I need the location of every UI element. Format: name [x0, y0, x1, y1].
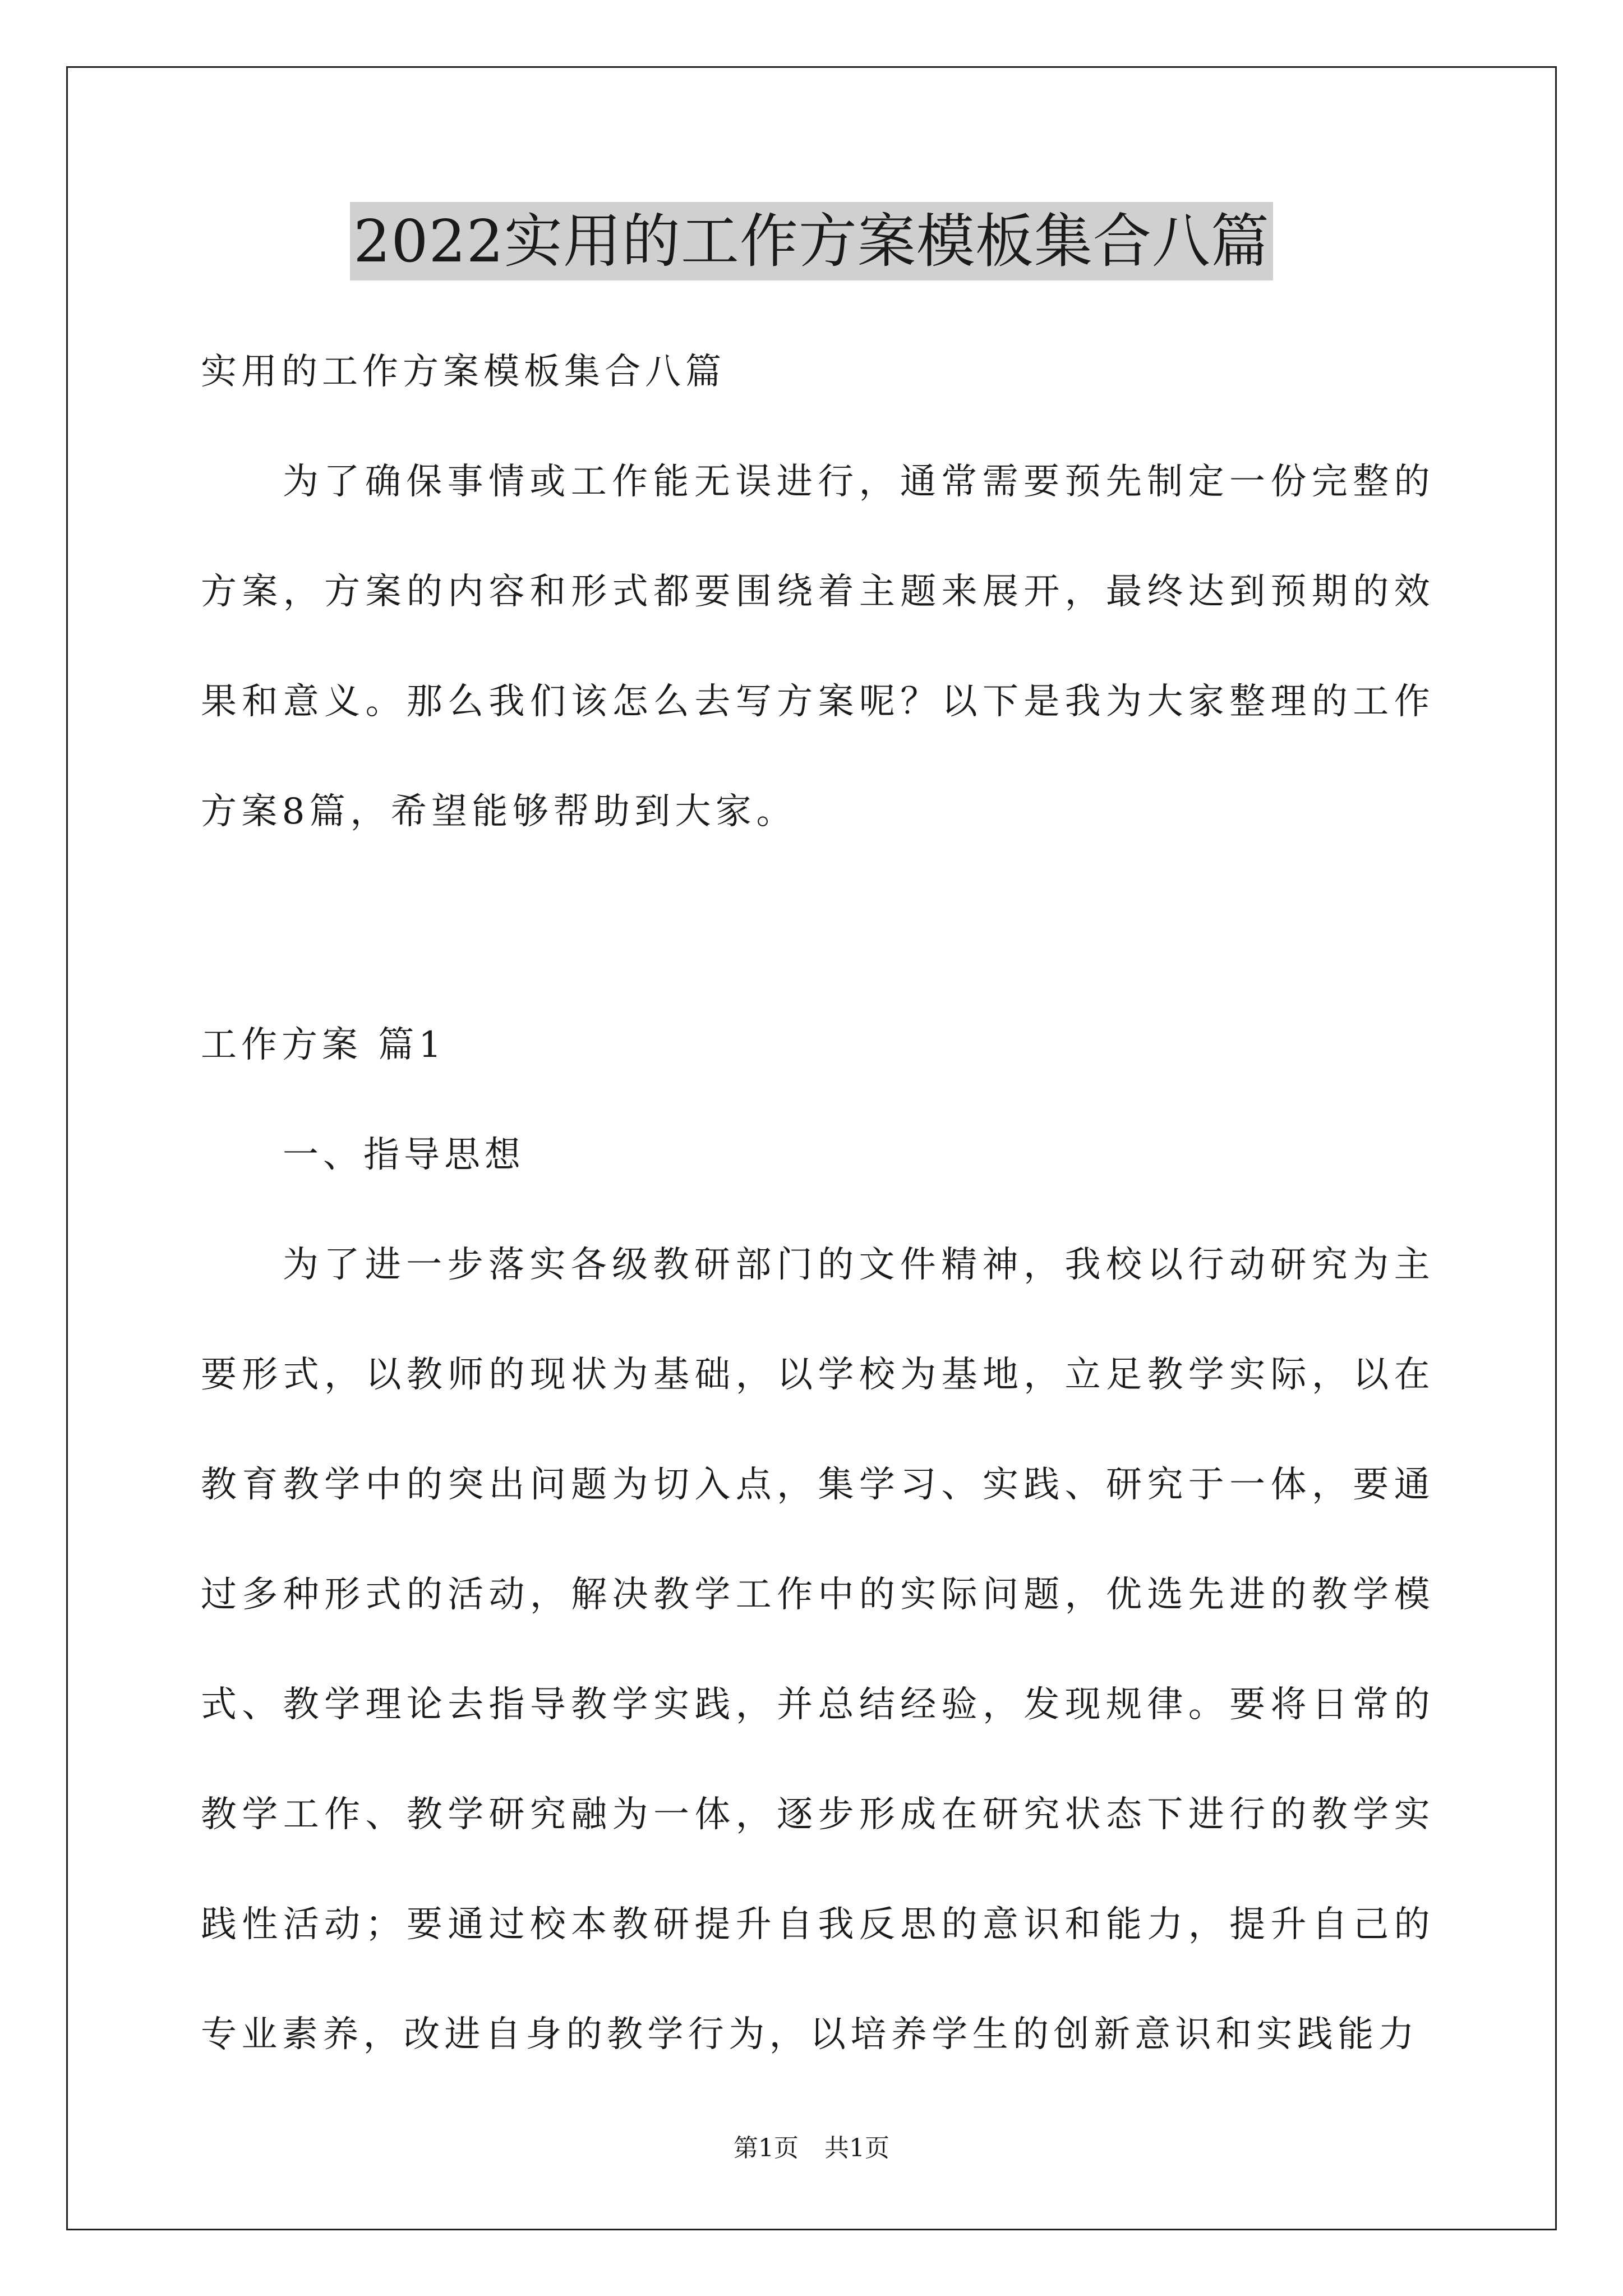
page-footer	[0, 2132, 1623, 2165]
page-number: 第1页	[734, 2134, 799, 2162]
document-subtitle: 实用的工作方案模板集合八篇	[201, 351, 726, 393]
intro-paragraph: 为了确保事情或工作能无误进行，通常需要预先制定一份完整的方案，方案的内容和形式都要围绕着主题来展开，最终达到预期的效果和意义。那么我们该怎么去写方案呢？以下是我为大家整理的工作方案8篇，希望能够帮助到大家。	[201, 461, 1435, 832]
title-container	[0, 202, 1623, 280]
page-total: 共1页	[824, 2134, 889, 2162]
subheading: 一、指导思想	[283, 1134, 525, 1176]
document-title: 2022实用的工作方案模板集合八篇	[350, 202, 1273, 280]
document-body	[201, 317, 1435, 2090]
section-gap	[201, 867, 1435, 990]
body-paragraph: 为了进一步落实各级教研部门的文件精神，我校以行动研究为主要形式，以教师的现状为基础，以学校为基地，立足教学实际，以在教育教学中的突出问题为切入点，集学习、实践、研究于一体，要通过多种形式的活动，解决教学工作中的实际问题，优选先进的教学模式、教学理论去指导教学实践，并总结经验，发现规律。要将日常的教学工作、教学研究融为一体，逐步形成在研究状态下进行的教学实践性活动；要通过校本教研提升自我反思的意识和能力，提升自己的专业素养，改进自身的教学行为，以培养学生的创新意识和实践能力	[201, 1244, 1435, 2055]
section-heading: 工作方案 篇1	[201, 1024, 446, 1066]
